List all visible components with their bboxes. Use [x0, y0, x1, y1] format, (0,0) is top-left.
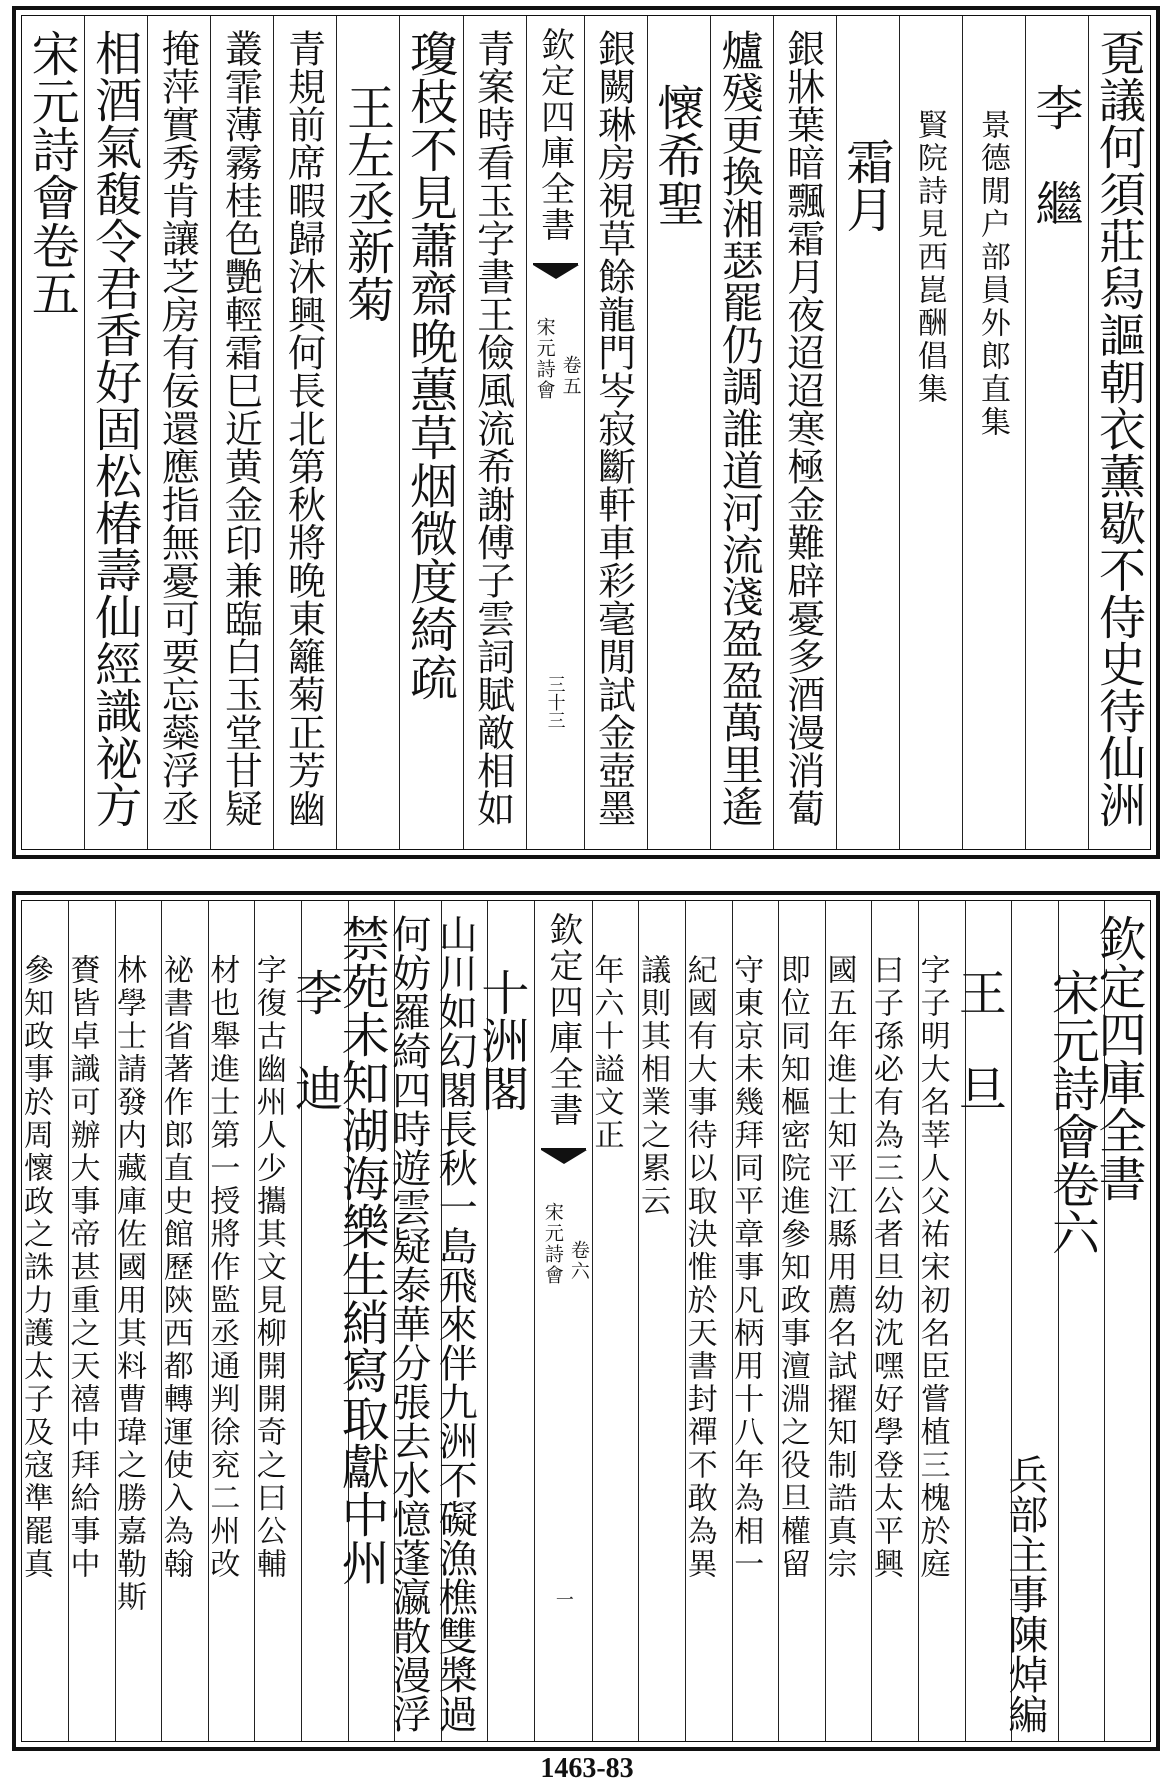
column-text: 國五年進士知平江縣用薦名試擢知制誥真宗: [821, 954, 857, 1581]
fish-tail-mark-icon: [541, 1148, 586, 1178]
column-text: 即位同知樞密院進參知政事澶淵之役旦權留: [774, 954, 810, 1581]
bottom-text-column: [286, 900, 348, 1742]
column-text: 紀國有大事待以取決惟於天書封禪不敢為異: [681, 954, 717, 1581]
column-text: 霜月: [837, 137, 894, 233]
bottom-text-column: [1043, 900, 1105, 1742]
top-text-column: [584, 15, 647, 850]
column-text: 禁苑未知湖海樂生綃寫取獻中州: [333, 914, 390, 1586]
column-text: 景德閒户部員外郎直集: [974, 109, 1010, 439]
top-text-column: [210, 15, 273, 850]
bottom-text-column: [385, 900, 441, 1742]
center-margin-leaf-number: 一: [552, 1590, 574, 1608]
top-center-margin: [526, 15, 584, 850]
bottom-text-column: [635, 900, 685, 1742]
column-text: 爐殘更換湘瑟罷仍調誰道河流淺盈盈萬里遙: [715, 29, 765, 827]
column-text: 欽定四庫全書: [1090, 914, 1146, 1202]
bottom-text-column: [472, 900, 534, 1742]
top-page-columns: [21, 15, 1151, 850]
center-margin-title: 欽定四庫全書: [542, 912, 583, 1128]
column-text: 守東京未幾拜同平章事凡柄用十八年為相一: [728, 954, 764, 1581]
page-number: 1463-83: [540, 1753, 634, 1784]
column-text: 材也舉進士第一授將作監丞通判徐兖二州改: [204, 954, 240, 1581]
bottom-text-column: [64, 900, 115, 1742]
center-margin-title: 欽定四庫全書: [534, 27, 575, 243]
top-text-column: [1025, 15, 1088, 850]
top-page: [12, 6, 1160, 859]
column-text: 宋元詩會卷六: [1043, 968, 1100, 1256]
top-text-column: [463, 15, 526, 850]
center-margin-book-title: 宋元詩會: [533, 317, 556, 401]
bottom-text-column: [432, 900, 488, 1742]
column-text: 懷希聖: [648, 83, 705, 227]
column-text: 兵部主事陳焯編: [1001, 1454, 1048, 1734]
column-text: 十洲閣: [472, 968, 529, 1112]
bottom-text-column: [821, 900, 872, 1742]
top-text-column: [836, 15, 899, 850]
fish-tail-mark-icon: [533, 263, 578, 293]
bottom-text-column: [333, 900, 395, 1742]
center-margin-volume: 卷六: [567, 1240, 590, 1282]
bottom-text-column: [774, 900, 825, 1742]
column-text: 何妨羅綺四時遊雲疑泰華分張去水憶蓬瀛散漫浮: [385, 914, 431, 1733]
bottom-page-columns: [17, 900, 1151, 1742]
top-text-column: [273, 15, 336, 850]
top-text-column: [21, 15, 84, 850]
column-text: 覔議何須莊舄謳朝衣薰歇不侍史待仙洲: [1091, 29, 1146, 828]
column-text: 李 繼: [1026, 83, 1083, 227]
bottom-text-column: [728, 900, 779, 1742]
bottom-page: [12, 891, 1160, 1751]
bottom-text-column: [157, 900, 208, 1742]
column-text: 王 旦: [950, 968, 1007, 1112]
center-margin-volume: 卷五: [559, 355, 582, 397]
column-text: 青案時看玉字書王儉風流希謝傅子雲詞賦敵相如: [470, 29, 515, 827]
bottom-text-column: [588, 900, 639, 1742]
column-text: 林學士請發内藏庫佐國用其料曹瑋之勝嘉勒斯: [111, 954, 147, 1614]
column-text: 銀牀葉暗飄霜月夜迢迢寒極金難辟憂多酒漫消蔔: [780, 29, 825, 827]
top-text-column: [899, 15, 962, 850]
top-text-column: [336, 15, 399, 850]
bottom-text-column: [17, 900, 68, 1742]
top-text-column: [647, 15, 710, 850]
top-text-column: [710, 15, 773, 850]
bottom-text-column: [250, 900, 301, 1742]
bottom-text-column: [868, 900, 918, 1742]
column-text: 宋元詩會卷五: [23, 29, 80, 317]
bottom-text-column: [111, 900, 162, 1742]
column-text: 叢霏薄霧桂色艷輕霜巳近黄金印兼臨白玉堂甘疑: [218, 29, 263, 827]
center-margin-leaf-number: 三十三: [544, 675, 566, 729]
bottom-text-column: [1090, 900, 1151, 1742]
bottom-text-column: [1001, 900, 1058, 1742]
column-text: 祕書省著作郎直史館歷陝西都轉運使入為翰: [157, 954, 193, 1581]
column-text: 曰子孫必有為三公者旦幼沈嘿好學登太平興: [868, 954, 904, 1581]
top-text-column: [399, 15, 462, 850]
column-text: 參知政事於周懷政之誅力護太子及寇準罷真: [17, 954, 53, 1581]
column-text: 掩萍實秀肯讓芝房有佞還應指無憂可要忘蘂浮丞: [155, 29, 200, 827]
column-text: 山川如幻閣長秋一島飛來伴九洲不礙漁樵雙槳過: [432, 914, 478, 1733]
column-text: 王左丞新菊: [338, 83, 395, 323]
column-text: 賚皆卓識可辦大事帝甚重之天禧中拜給事中: [64, 954, 100, 1581]
column-text: 李 迪: [286, 968, 343, 1112]
top-text-column: [1088, 15, 1151, 850]
column-text: 銀闕琳房視草餘龍門岑寂斷軒車彩毫閒試金壺墨: [591, 29, 636, 827]
bottom-center-margin: [534, 900, 592, 1742]
top-text-column: [147, 15, 210, 850]
bottom-text-column: [914, 900, 965, 1742]
bottom-text-column: [950, 900, 1012, 1742]
top-text-column: [962, 15, 1025, 850]
column-text: 青規前席暇歸沐興何長北第秋將晚東籬菊正芳幽: [281, 29, 326, 827]
center-margin-book-title: 宋元詩會: [541, 1202, 564, 1286]
column-text: 年六十謚文正: [588, 954, 624, 1152]
bottom-text-column: [204, 900, 255, 1742]
column-text: 賢院詩見西崑酬倡集: [911, 109, 947, 406]
column-text: 瓊枝不見蕭齋晚蕙草烟微度綺疏: [401, 29, 458, 701]
column-text: 字復古幽州人少攜其文見柳開開奇之曰公輔: [250, 954, 286, 1581]
bottom-text-column: [681, 900, 732, 1742]
column-text: 相酒氣馥令君香好固松椿壽仙經識祕方: [87, 29, 143, 828]
column-text: 議則其相業之累云: [635, 954, 671, 1218]
column-text: 字子明大名莘人父祐宋初名臣嘗植三槐於庭: [914, 954, 950, 1581]
top-text-column: [84, 15, 147, 850]
top-text-column: [773, 15, 836, 850]
